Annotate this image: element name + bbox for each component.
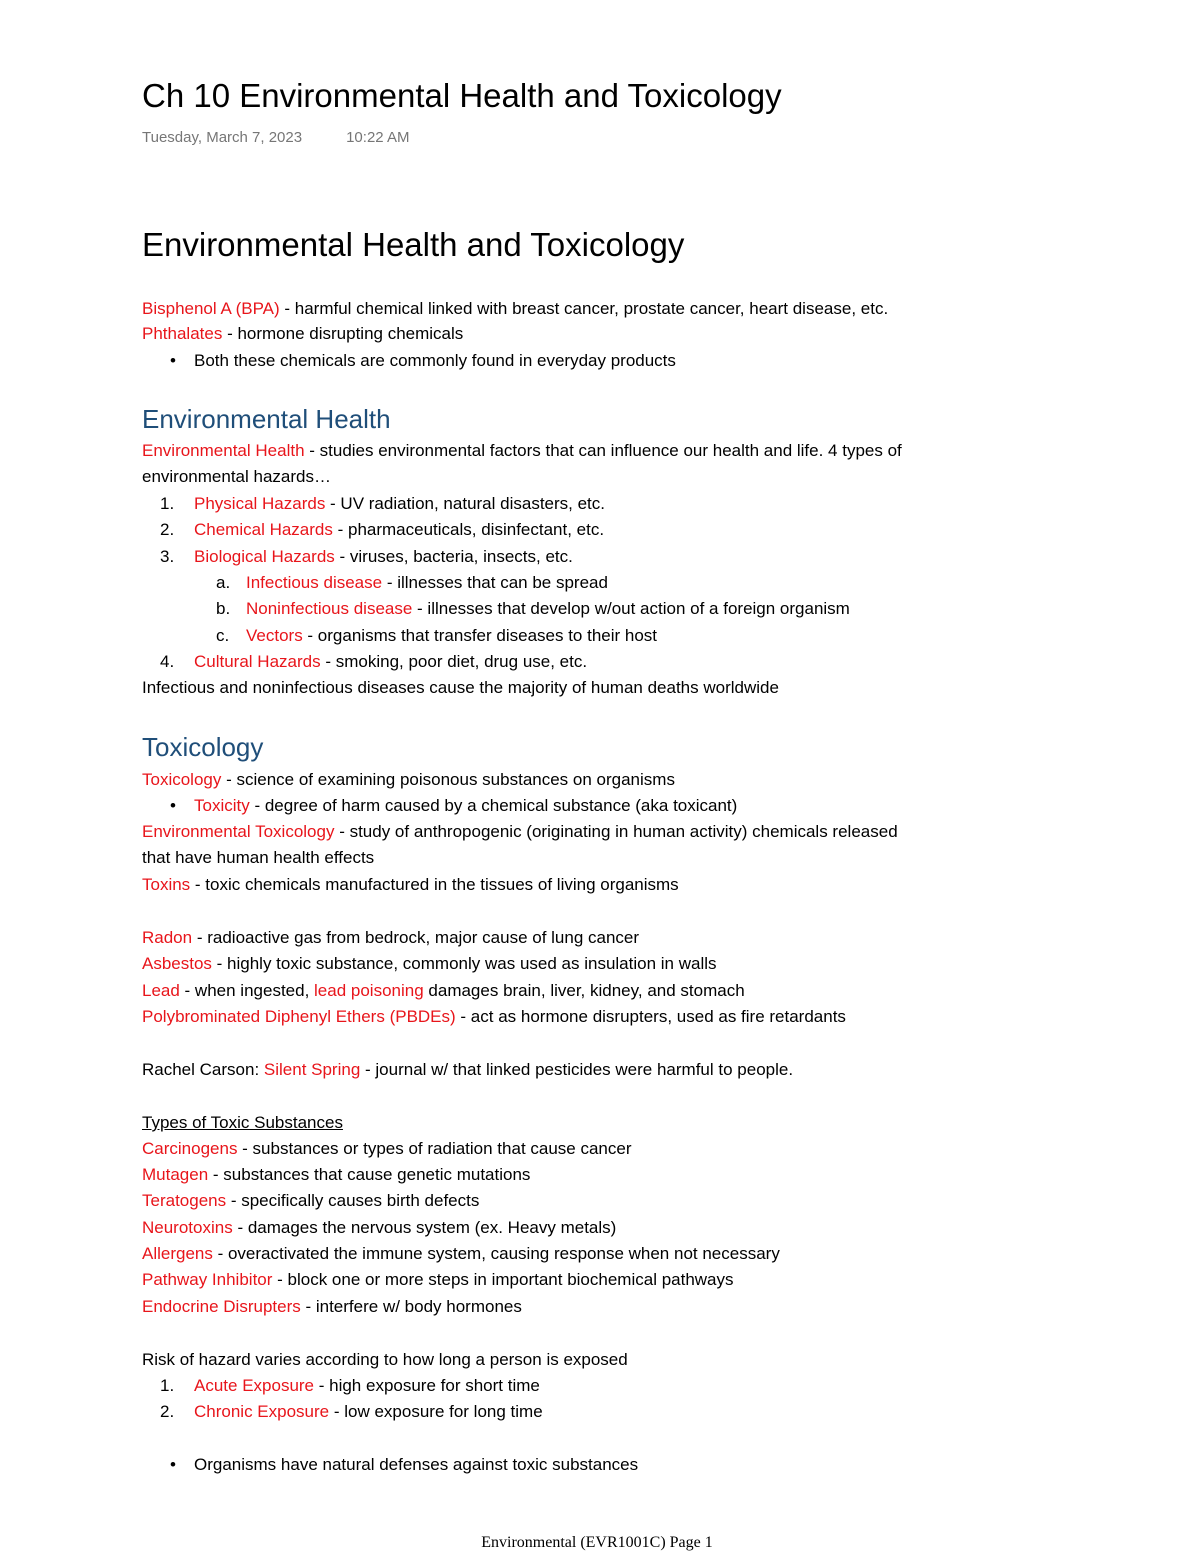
footer-text: Environmental (EVR1001C) Page 1 [481,1534,713,1551]
bullet-both-chemicals: Both these chemicals are commonly found in everyday products [194,351,676,370]
bullet-natural-defenses: Organisms have natural defenses against toxic substances [194,1455,639,1474]
page-timestamp [142,128,409,148]
term-phthalates: Phthalates [142,324,223,343]
list-letter: b. [216,599,231,618]
list-item-vectors [246,624,657,648]
list-item-chronic-exposure [194,1400,543,1424]
list-number: 4. [160,652,175,671]
term-lead: Lead [142,981,180,1000]
pbde-definition: - act as hormone disrupters, used as fire retardants [455,1007,846,1026]
list-number: 2. [160,1402,175,1421]
vectors-definition: - organisms that transfer diseases to their host [302,626,658,645]
env-toxicology-line-2: that have human health effects [142,848,375,867]
infectious-disease-definition: - illnesses that can be spread [382,573,608,592]
asbestos-definition: - highly toxic substance, commonly was used as insulation in walls [211,954,717,973]
section-heading-environmental-health: Environmental Health [142,404,391,434]
page-title: Ch 10 Environmental Health and Toxicology [142,77,782,114]
term-biological-hazards: Biological Hazards [194,547,335,566]
radon-line [142,926,639,950]
types-of-toxic-substances-heading: Types of Toxic Substances [142,1113,343,1132]
teratogens-line [142,1189,479,1213]
allergens-definition: - overactivated the immune system, causing response when not necessary [212,1244,780,1263]
term-pathway-inhibitor: Pathway Inhibitor [142,1270,273,1289]
term-radon: Radon [142,928,193,947]
toxins-definition: - toxic chemicals manufactured in the tissues of living organisms [190,875,679,894]
term-pbde: Polybrominated Diphenyl Ethers (PBDEs) [142,1007,456,1026]
carcinogens-definition: - substances or types of radiation that cause cancer [237,1139,632,1158]
list-number: 1. [160,494,175,513]
bpa-line [142,297,888,321]
acute-exposure-definition: - high exposure for short time [314,1376,540,1395]
term-vectors: Vectors [246,626,303,645]
carcinogens-line [142,1137,632,1161]
env-health-def-line-1 [142,439,902,463]
bullet-icon: • [170,351,176,370]
silent-spring-definition: - journal w/ that linked pesticides were harmful to people. [360,1060,794,1079]
list-item-noninfectious-disease [246,597,850,621]
env-health-def-line-2: environmental hazards… [142,467,331,486]
list-item-chemical-hazards [194,518,604,542]
term-lead-poisoning: lead poisoning [314,981,424,1000]
term-toxicology: Toxicology [142,770,222,789]
bullet-icon: • [170,1455,176,1474]
chronic-exposure-definition: - low exposure for long time [329,1402,543,1421]
term-bpa: Bisphenol A (BPA) [142,299,280,318]
list-item-physical-hazards [194,492,605,516]
term-chronic-exposure: Chronic Exposure [194,1402,330,1421]
neurotoxins-line [142,1216,616,1240]
list-letter: a. [216,573,231,592]
page-time: 10:22 AM [346,129,410,146]
endocrine-disrupters-definition: - interfere w/ body hormones [300,1297,522,1316]
toxins-line [142,873,679,897]
pbde-line [142,1005,846,1029]
term-toxins: Toxins [142,875,191,894]
toxicity-definition: - degree of harm caused by a chemical substance (aka toxicant) [249,796,738,815]
term-teratogens: Teratogens [142,1191,227,1210]
term-allergens: Allergens [142,1244,213,1263]
env-health-summary: Infectious and noninfectious diseases cause the majority of human deaths worldwide [142,678,779,697]
section-heading-main: Environmental Health and Toxicology [142,226,685,263]
term-physical-hazards: Physical Hazards [194,494,326,513]
env-health-definition: - studies environmental factors that can influence our health and life. 4 types of [304,441,902,460]
mutagen-line [142,1163,530,1187]
list-item-infectious-disease [246,571,608,595]
term-noninfectious-disease: Noninfectious disease [246,599,413,618]
env-toxicology-definition: - study of anthropogenic (originating in human activity) chemicals released [334,822,898,841]
page-date: Tuesday, March 7, 2023 [142,129,303,146]
lead-definition-part: - when ingested, [179,981,315,1000]
biological-hazards-definition: - viruses, bacteria, insects, etc. [334,547,573,566]
list-item-acute-exposure [194,1374,540,1398]
chemical-hazards-definition: - pharmaceuticals, disinfectant, etc. [332,520,605,539]
physical-hazards-definition: - UV radiation, natural disasters, etc. [325,494,606,513]
term-toxicity: Toxicity [194,796,250,815]
toxicology-definition: - science of examining poisonous substances on organisms [221,770,675,789]
list-number: 2. [160,520,175,539]
radon-definition: - radioactive gas from bedrock, major cause of lung cancer [192,928,640,947]
term-endocrine-disrupters: Endocrine Disrupters [142,1297,301,1316]
list-letter: c. [216,626,230,645]
lead-line [142,979,745,1003]
bpa-definition: - harmful chemical linked with breast cancer, prostate cancer, heart disease, etc. [279,299,889,318]
toxicity-line [194,794,737,818]
pathway-inhibitor-definition: - block one or more steps in important biochemical pathways [272,1270,734,1289]
endocrine-disrupters-line [142,1295,522,1319]
noninfectious-disease-definition: - illnesses that develop w/out action of a foreign organism [412,599,850,618]
teratogens-definition: - specifically causes birth defects [226,1191,480,1210]
lead-definition-part: damages brain, liver, kidney, and stomach [423,981,745,1000]
pathway-inhibitor-line [142,1268,734,1292]
list-item-cultural-hazards [194,650,587,674]
term-environmental-toxicology: Environmental Toxicology [142,822,335,841]
term-acute-exposure: Acute Exposure [194,1376,315,1395]
term-cultural-hazards: Cultural Hazards [194,652,321,671]
carson-prefix: Rachel Carson: [142,1060,264,1079]
asbestos-line [142,952,717,976]
term-silent-spring: Silent Spring [263,1060,361,1079]
term-chemical-hazards: Chemical Hazards [194,520,333,539]
term-carcinogens: Carcinogens [142,1139,238,1158]
toxicology-line [142,768,675,792]
mutagen-definition: - substances that cause genetic mutations [208,1165,531,1184]
section-heading-toxicology: Toxicology [142,732,264,762]
phthalates-line [142,322,463,346]
allergens-line [142,1242,780,1266]
bullet-icon: • [170,796,176,815]
term-environmental-health: Environmental Health [142,441,305,460]
cultural-hazards-definition: - smoking, poor diet, drug use, etc. [320,652,588,671]
phthalates-definition: - hormone disrupting chemicals [222,324,464,343]
list-number: 3. [160,547,175,566]
env-toxicology-line-1 [142,820,898,844]
term-mutagen: Mutagen [142,1165,209,1184]
term-infectious-disease: Infectious disease [246,573,383,592]
rachel-carson-line [142,1058,793,1082]
list-number: 1. [160,1376,175,1395]
neurotoxins-definition: - damages the nervous system (ex. Heavy metals) [232,1218,617,1237]
page-footer [0,1532,1200,1554]
risk-of-hazard-line: Risk of hazard varies according to how long a person is exposed [142,1350,628,1369]
list-item-biological-hazards [194,545,573,569]
term-neurotoxins: Neurotoxins [142,1218,233,1237]
term-asbestos: Asbestos [142,954,212,973]
